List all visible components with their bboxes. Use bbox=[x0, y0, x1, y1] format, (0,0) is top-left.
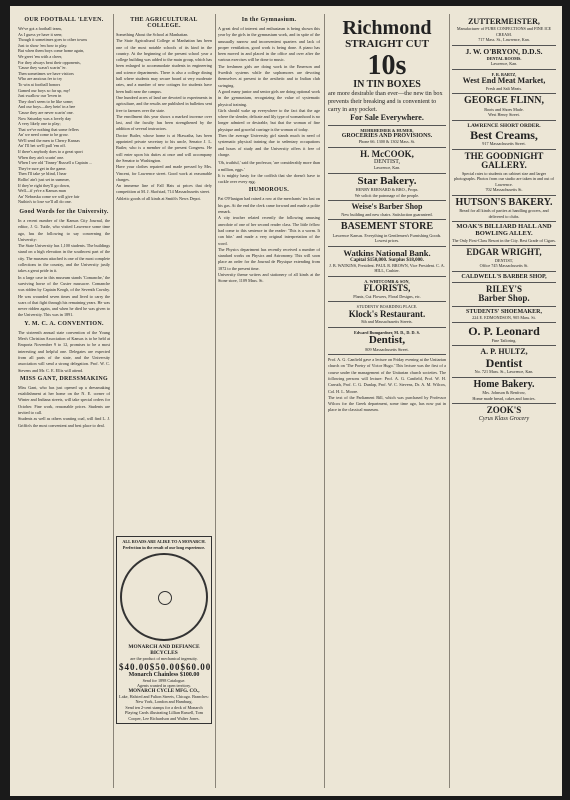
newspaper-page bbox=[10, 6, 562, 796]
zooks-ad bbox=[452, 404, 556, 423]
column-rule bbox=[215, 14, 216, 788]
bartz-title: West End Meat Market, bbox=[462, 76, 546, 86]
grocery-ad bbox=[328, 126, 446, 148]
star-bakery-owner: HENRY BERNARD & BRO., Props. bbox=[355, 187, 419, 193]
column-5 bbox=[452, 16, 556, 790]
florist-desc: Plants, Cut Flowers, Floral Designs, etc. bbox=[353, 293, 421, 299]
price: $50.00 bbox=[149, 661, 181, 672]
caldwell-barber-ad bbox=[452, 272, 556, 283]
mccook-title: DENTIST, bbox=[373, 159, 401, 166]
hultz-name: A. P. HULTZ, bbox=[480, 347, 528, 357]
zuttermeister-address: 717 Mass. St., Lawrence, Kan. bbox=[478, 37, 530, 43]
bartz-desc: Fresh and Salt Meats. bbox=[485, 85, 523, 91]
obryon-dentist-ad bbox=[452, 46, 556, 70]
basement-store-ad bbox=[328, 220, 446, 247]
richmond-straight-cut: STRAIGHT CUT bbox=[345, 38, 429, 50]
boarding-label: STUDENTS' BOARDING PLACE. bbox=[356, 304, 418, 310]
monarch-agents: Agents wanted in open territory. bbox=[136, 683, 192, 688]
obryon-name: J. W. O'BRYON, D.D.S. bbox=[465, 46, 543, 56]
wright-name: EDGAR WRIGHT, bbox=[466, 247, 542, 258]
richmond-ad bbox=[328, 16, 446, 126]
weise-barber-ad bbox=[328, 201, 446, 220]
richmond-description: are more desirable than ever—the new tin box prevents their breaking and is convenient to carry in any pocket. bbox=[328, 90, 443, 114]
moaks-desc: The Only First-Class Resort in the City. Best Grade of Cigars. bbox=[452, 237, 556, 243]
football-poem: We've got a football team, As I guess ye have it seen; Though it sometimes goes to other towns Just to show 'em how to play. But when them boys come home again, We greet 'em with a cheer, For they always beat their opponents, 'Cause they wasn't scarin' 'er. Then sometimes we have visitors Who are anxious fer to try To win at football honors Gamed our boys so far up, my! Just swallow our 'leven in They don't seem to be like some; And our boys—they bein' in a bee 'Cause they are never scarin' one. Now Saturday was a lovely day A very likely one to play; That we've nothing that some fellers An' we need come to be grow. We'll send the men to Cherry Kansas An' I'll bet we'll pull 'em off. If there's anybody does to a great sport When they ain't scarin' one. When I see old 'Tinney' Russell a Captain ... They're sure get in the game. Then I'll take ye blind, I hear Rollin' ain't just set in summer, If they're right they'll go down, Well—if ye're a Kansas man An' Nebraska come we will give fair Nuthin's to lose we'll all do one. bbox=[18, 26, 93, 205]
price: $40.00 bbox=[119, 661, 150, 672]
zooks-desc: Cyrus Klass Grocery bbox=[478, 415, 530, 422]
ymca-body: The sixteenth annual state convention of the Young Men's Christian Association of Kansas is to be held at Emporia November 9 to 12, promises to be a most interesting and helpful one. Delegates are expected from all parts of the state, and the University association will send a strong delegation. Prof. W. C. Stevens and Mr. C. E. Ellis will attend. bbox=[18, 329, 112, 373]
creams-title: Best Creams, bbox=[470, 127, 538, 142]
monarch-prices bbox=[119, 661, 212, 672]
basement-store-desc: Lawrence Kansas. Everything in Gentlemen's Furnishing Goods. Lowest prices. bbox=[332, 232, 442, 244]
mccook-city: Lawrence, Kan. bbox=[373, 165, 401, 171]
monarch-ad-title: MONARCH AND DEFIANCE BICYCLES bbox=[128, 644, 200, 656]
watkins-bank-officers: J. B. WATKINS, President. PAUL R. BROWN, Vice President. C. A. HILL, Cashier. bbox=[329, 262, 445, 274]
caldwell-title: CALDWELL'S BARBER SHOP, bbox=[461, 273, 547, 280]
mccook-name: H. McCOOK, bbox=[360, 148, 414, 159]
monarch-ad-tagline: ALL ROADS ARE ALIKE TO A MONARCH. Perfection in the result of our long experience. bbox=[122, 539, 206, 550]
moaks-title: MOAK'S BILLIARD HALL AND BOWLING ALLEY. bbox=[456, 223, 552, 237]
column-rule bbox=[324, 14, 325, 788]
watkins-bank-capital: Capital $150,000. Surplus $18,000. bbox=[350, 257, 424, 263]
university-article-heading: Good Words for the University. bbox=[19, 209, 109, 215]
column-2 bbox=[116, 16, 212, 790]
monarch-maker: MONARCH CYCLE MFG. CO., bbox=[128, 688, 200, 694]
leonard-desc: Fine Tailoring. bbox=[491, 337, 517, 343]
home-bakery-owner: Mrs. Johnson & Renfrow, bbox=[482, 390, 526, 396]
shoemaker-address: 224 E. EDMONDSON, 905 Mass. St. bbox=[472, 314, 536, 320]
moaks-billiard-ad bbox=[452, 222, 556, 246]
hultz-dentist-ad bbox=[452, 346, 556, 377]
codfish-paragraph: 'Oh, truthful,' said the professor, 'are considerably more than a million, eggs.' It is mighty hasty for the codfish that she doesn't have to cackle over every egg. bbox=[218, 160, 320, 185]
hutson-title: HUTSON'S BAKERY. bbox=[455, 196, 553, 208]
rileys-barber-ad bbox=[452, 283, 556, 307]
star-bakery-ad bbox=[328, 174, 446, 202]
flinn-address: West Henry Street. bbox=[488, 112, 520, 118]
column-rule bbox=[449, 14, 450, 788]
hultz-title: Dentist bbox=[485, 355, 523, 370]
gymnasium-body: A great deal of interest and enthusiasm is being shown this year by the girls in the gymnasium work, and in spite of the unusually narrow and inconvenient quarters and lack of proper ventilation, good work is being done. A piano has been moved in and placed in the office and over after the various exercises will be done to music. The freshmen girls are doing work in the Emerson and Swedish systems while the sophomores are devoting themselves at present to the aesthetic and to Indian club swinging. A good many junior and senior girls are doing optional work in the gymnasium, recognizing the value of systematic physical training. Girls should wake up everywhere to the fact that the age where the slender, delicate and lily type of womanhood is no longer admired or desirable, but that the woman of fine physique and graceful carriage is the woman of today. Then the average University girl stands much in need of systematic physical training due to sedentary occupations and hours of study and the University offers it free of charge. bbox=[218, 26, 320, 157]
hutson-bakery-ad bbox=[452, 196, 556, 223]
zuttermeister-title: ZUTTERMEISTER, bbox=[468, 17, 540, 26]
zooks-name: ZOOK'S bbox=[486, 405, 522, 416]
shoemaker-ad bbox=[452, 307, 556, 324]
watkins-bank-ad bbox=[328, 247, 446, 277]
florist-title: FLORISTS, bbox=[363, 283, 411, 294]
richmond-tin-boxes: IN TIN BOXES bbox=[353, 78, 421, 90]
goodnight-title: THE GOODNIGHT GALLERY. bbox=[464, 150, 544, 171]
canfield-lecture-article: Prof. A. G. Canfield gave a lecture on Friday evening at the Unitarian church on 'The Poetry of Victor Hugo.' This lecture was the first of a course under the management of the Unitarian church societies. The following persons will lecture: Prof. A. G. Canfield, Prof. W. H. Carruth, Prof. C. G. Dunlap, Prof. W. C. Stevens, Dr. A. M. Wilcox, Col. H. L. Moore. The text of the Parliament Bill, which was purchased by Professor Wilcox for the Greek department, some time ago, has now put in place in the classical museum. bbox=[328, 357, 446, 413]
goodnight-address: 702 Massachusetts St. bbox=[485, 187, 523, 193]
basement-store-title: BASEMENT STORE bbox=[340, 221, 434, 233]
monarch-address: Lake, Halsted and Fulton Streets, Chicago. Branches: New York, London and Hamburg. bbox=[119, 693, 209, 704]
grocery-title: GROCERIES AND PROVISIONS. bbox=[341, 133, 433, 140]
column-4 bbox=[328, 16, 446, 790]
humorous-body: Pat O'Flanigan had raised a row at the merchants' tea last on his gas. At the end the clerk came forward and made a polite remark. A city teacher related recently the following amusing anecdote of one of her second reader class. The little fellow had come to this sentence in the reader: 'This is a worm. It can bite.' and made a very original interpretation of the word. The Physics department has recently received a number of standard works on Physics and Astronomy. This will soon place an order for the Journal de Physique extending from 1872 to the present time. University theme writers and stationery of all kinds at the Stone store, 1109 Mass. St. bbox=[218, 196, 320, 284]
monarch-chainless: Monarch Chainless $100.00 bbox=[128, 671, 200, 678]
bumgardner-dentist-ad bbox=[328, 328, 446, 356]
goodnight-gallery-ad bbox=[452, 150, 556, 196]
home-bakery-desc: Home made bread, cakes and fancies. bbox=[472, 395, 536, 401]
price: $60.00 bbox=[180, 661, 212, 672]
richmond-brand: Richmond bbox=[342, 17, 432, 39]
rileys-title: Barber Shop. bbox=[478, 293, 530, 304]
weise-barber-title: Weise's Barber Shop bbox=[351, 202, 423, 212]
agricultural-college-heading: THE AGRICULTURAL COLLEGE. bbox=[130, 17, 198, 29]
obryon-city: Lawrence, Kan. bbox=[490, 61, 518, 67]
ymca-heading: Y. M. C. A. CONVENTION. bbox=[24, 320, 104, 327]
rileys-name: RILEY'S bbox=[485, 283, 522, 294]
wright-address: Office 745 Massachusetts St. bbox=[479, 263, 529, 269]
mccook-dentist-ad bbox=[328, 148, 446, 174]
creams-ad bbox=[452, 121, 556, 150]
monarch-catalogue: Send for 1898 Catalogue. bbox=[142, 677, 186, 683]
grocery-address: Phone 66. 1300 & 1302 Mass. St. bbox=[358, 139, 416, 145]
obryon-desc: DENTAL ROOMS. bbox=[486, 55, 522, 61]
goodnight-desc: Special rates to students on cabinet size and larger photographs. Photos from our studio are taken in and out of Lawrence. bbox=[454, 170, 554, 187]
florist-owner: A. WHITCOMB & SON, bbox=[364, 278, 410, 284]
flinn-desc: Boots and Shoes Made. bbox=[484, 106, 524, 112]
dressmaking-body: Miss Gant, who has just opened up a dressmaking establishment at her home on the N. E. corner of Winter and Indiana streets, will take special orders for October. Fine work, reasonable prices. Students are invited to call. Students as well as others wanting coal, will find L. J. Griffin's the most convenient and best place to deal. bbox=[18, 384, 110, 428]
hutson-desc: Bread for all kinds of parties at handling grocers, and delivered to clubs. bbox=[459, 208, 549, 219]
monarch-footer: Send ten 2-cent stamps for a deck of Monarch Playing Cards illustrating Lillian Russell, Tom Cooper, Lee Richardson and Walter Jones. bbox=[124, 704, 204, 721]
florist-ad bbox=[328, 277, 446, 302]
leonard-tailor-ad bbox=[452, 323, 556, 346]
football-poem-heading: OUR FOOTBALL 'LEVEN. bbox=[24, 17, 104, 23]
leonard-name: O. P. Leonard bbox=[468, 324, 540, 339]
short-order-title: LAWRENCE SHORT ORDER. bbox=[467, 122, 541, 129]
star-bakery-title: Star Bakery. bbox=[357, 174, 417, 187]
klock-address: 8th and Massachusetts Streets. bbox=[361, 319, 413, 324]
bartz-name: F. R. BARTZ, bbox=[491, 71, 517, 77]
bumgardner-name: Edward Bumgardner, M. D., D. D. S. bbox=[353, 329, 421, 335]
hultz-address: No. 721 Mass. St., Lawrence, Kan. bbox=[474, 369, 534, 375]
bartz-meat-market-ad bbox=[452, 70, 556, 94]
creams-address: 917 Massachusetts Street. bbox=[482, 141, 526, 147]
gymnasium-heading: In the Gymnasium. bbox=[241, 17, 297, 23]
wright-dentist-ad bbox=[452, 246, 556, 271]
shoemaker-title: STUDENTS' SHOEMAKER, bbox=[465, 308, 543, 315]
home-bakery-ad bbox=[452, 378, 556, 405]
humorous-heading: HUMOROUS. bbox=[248, 187, 290, 194]
monarch-ad-subtitle: are the product of mechanical ingenuity. bbox=[130, 656, 198, 661]
bicycle-wheel-illustration bbox=[120, 553, 208, 641]
weise-barber-desc: New building and new chairs. Satisfaction guaranteed. bbox=[341, 211, 433, 217]
home-bakery-title: Home Bakery. bbox=[473, 378, 535, 390]
richmond-sale: For Sale Everywhere. bbox=[350, 113, 424, 123]
star-bakery-desc: We solicit the patronage of the people. bbox=[354, 192, 420, 198]
dressmaking-heading: MISS GANT, DRESSMAKING bbox=[19, 375, 108, 382]
flinn-ad bbox=[452, 94, 556, 121]
flinn-name: GEORGE FLINN, bbox=[463, 95, 544, 107]
column-1 bbox=[18, 16, 110, 790]
watkins-bank-title: Watkins National Bank. bbox=[343, 247, 431, 258]
bumgardner-address: 809 Massachusetts Street. bbox=[365, 346, 409, 352]
column-rule bbox=[113, 14, 114, 788]
klock-restaurant-ad bbox=[328, 302, 446, 327]
column-3 bbox=[218, 16, 320, 790]
klock-title: Klock's Restaurant. bbox=[348, 308, 426, 319]
zuttermeister-ad bbox=[452, 16, 556, 46]
university-article-body: In a recent number of the Kansas City Journal, the editor, J. G. Tuttle, who visited Lawrence some time ago, has the following to say concerning the University: The State University has 1,100 students. The buildings stand on a high elevation in the southwest part of the city. The museum attached is one of the most complete collections in the country, and the University justly takes a great pride in it. In a large case in this museum stands 'Comanche,' the surviving horse of the Custer massacre. Comanche was ridden by Captain Keogh, of the Seventh Cavalry. He was wounded seven times and lived to carry the scars of that fight through his remaining years. He was never ridden again, and when he died he was given to the University. This was in 1891. bbox=[18, 218, 110, 318]
grocer-name: MEHRHEIMER & HUMER, bbox=[360, 127, 414, 133]
richmond-10s: 10s bbox=[367, 49, 407, 81]
bumgardner-title: Dentist, bbox=[368, 334, 406, 346]
wright-title: DENTIST, bbox=[494, 257, 514, 263]
monarch-bicycle-ad bbox=[116, 536, 212, 724]
zuttermeister-desc: Manufacturer of PURE CONFECTIONS and FINE ICE CREAM. bbox=[456, 26, 552, 37]
agricultural-college-body: Something About the School at Manhattan. The State Agricultural College at Manhattan has been one of the most notable schools of its kind in the country. At the beginning of the present school year a college building was added to the main group, which has been enlarged to accommodate students in engineering and science departments. There is also a college dining hall where students may secure board at very moderate rates, and a number of new cottages for students have been built near the campus. One hundred acres of land are devoted to experiments in agriculture, and the results are published in bulletins sent free to farmers over the state. The enrollment this year shows a marked increase over last, and the faculty has been strengthened by the addition of several instructors. Doctor Butler, whose home is at Hiawatha, has been appointed private secretary to his uncle, Senator J. L. Butler, who is a member of the present Congress. He will enter upon his duties at once and will accompany the Senator to Washington. Have your clothes repaired and made pressed by Mrs. Vincent, for Lawrence street. Good work at reasonable charges. An immense line of Fall Hats at prices that defy competition at M. J. Skofstad, 714 Massachusetts street. Athletic goods of all kinds at Smith's News Depot. bbox=[116, 32, 212, 201]
